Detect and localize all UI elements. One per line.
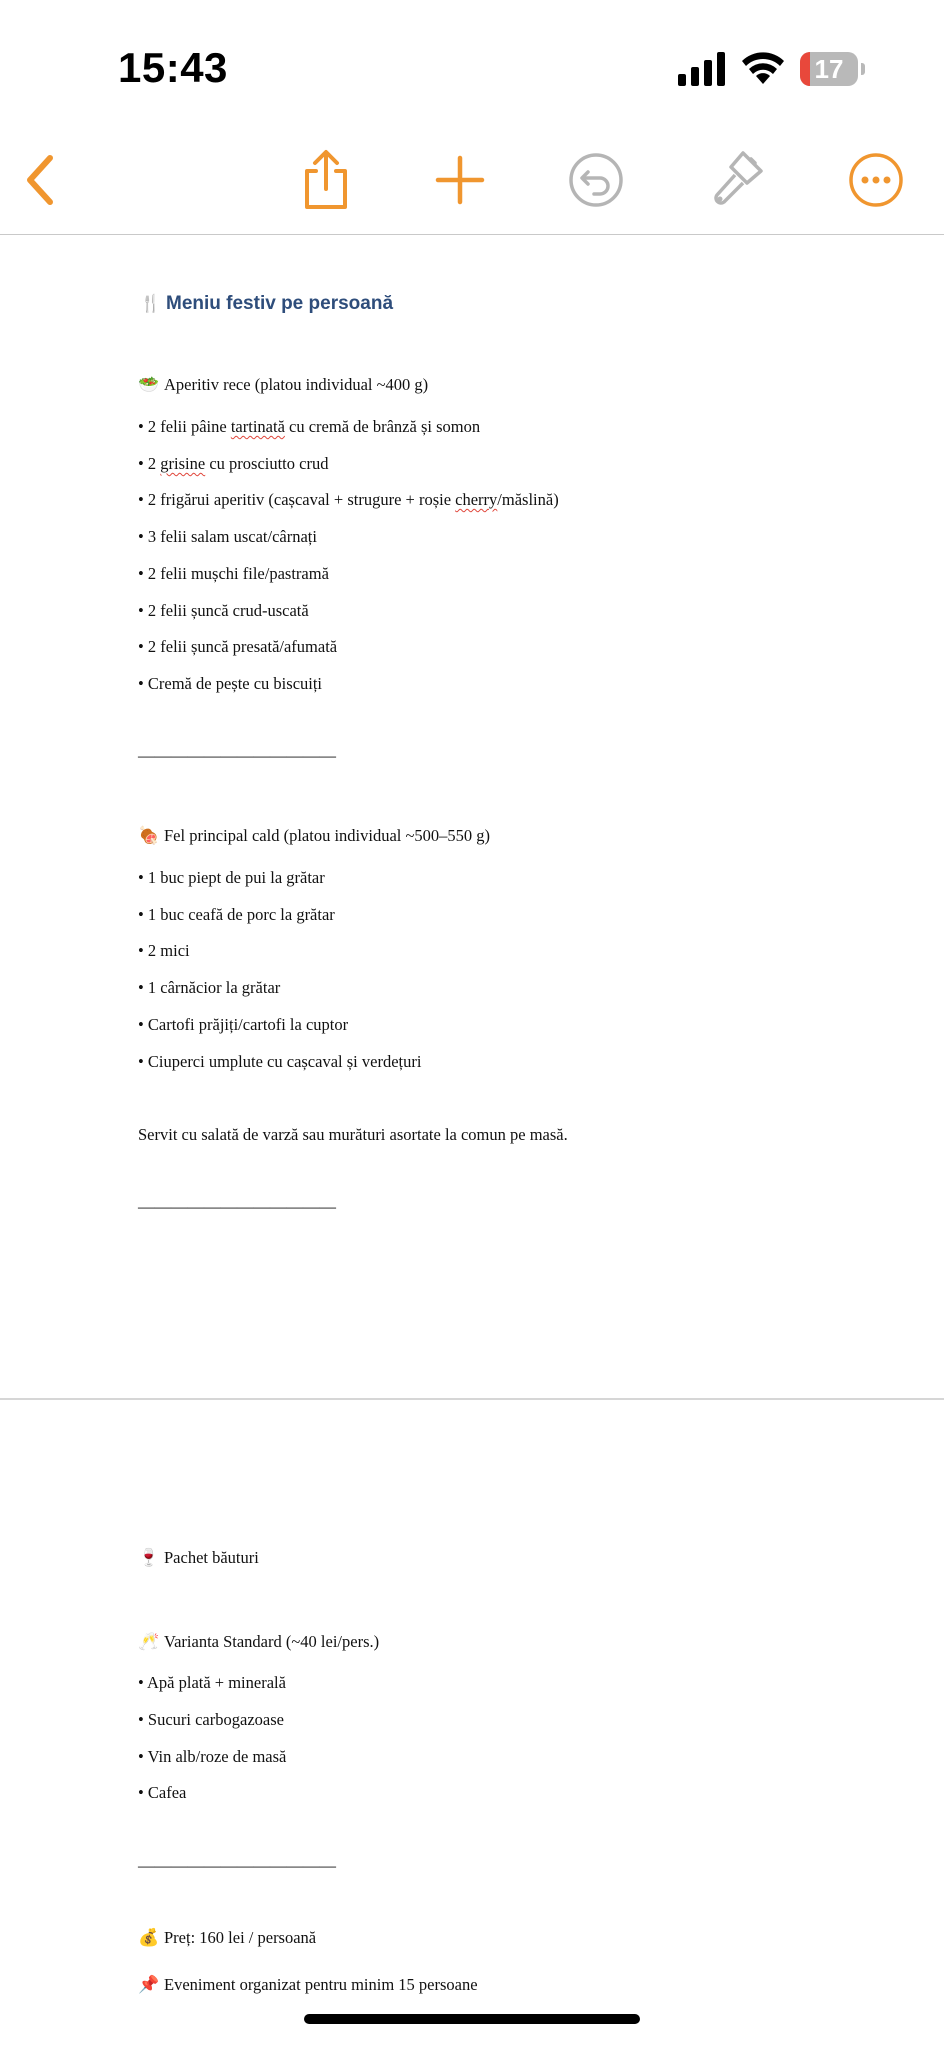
wifi-icon: [740, 50, 786, 86]
back-button[interactable]: [10, 150, 70, 210]
salad-emoji-icon: 🥗: [138, 375, 160, 394]
section-drinks-heading: 🍷 Pachet băuturi: [138, 1548, 259, 1567]
wine-glass-emoji-icon: 🍷: [138, 1548, 160, 1567]
serving-note: Servit cu salată de varză sau murături asortate la comun pe masă.: [138, 1125, 568, 1144]
pushpin-emoji-icon: 📌: [138, 1975, 160, 1994]
status-bar: [0, 0, 944, 130]
undo-button[interactable]: [566, 150, 626, 210]
list-item: • 2 mici: [138, 941, 190, 960]
share-button[interactable]: [296, 150, 356, 210]
more-button[interactable]: [846, 150, 906, 210]
format-button[interactable]: [706, 150, 766, 210]
event-line: 📌 Eveniment organizat pentru minim 15 persoane: [138, 1975, 478, 1994]
list-item: • 2 grisine cu prosciutto crud: [138, 454, 329, 473]
share-icon: [299, 149, 353, 211]
list-item: • Vin alb/roze de masă: [138, 1747, 287, 1766]
separator-line: ————————————: [138, 1197, 336, 1216]
document-page-1: [0, 235, 944, 1398]
money-bag-emoji-icon: 💰: [138, 1928, 160, 1947]
list-item: • 3 felii salam uscat/cârnați: [138, 527, 317, 546]
format-brush-icon: [707, 149, 765, 211]
list-item: • Ciuperci umplute cu cașcaval și verdețuri: [138, 1052, 422, 1071]
list-item: • 1 cârnăcior la grătar: [138, 978, 281, 997]
list-item: • Apă plată + minerală: [138, 1673, 286, 1692]
list-item: • Cremă de pește cu biscuiți: [138, 674, 323, 693]
document-title: 🍴 Meniu festiv pe persoană: [140, 293, 394, 314]
list-item: • 2 felii șuncă presată/afumată: [138, 637, 338, 656]
home-indicator[interactable]: [304, 2014, 640, 2024]
separator-line: ————————————: [138, 1856, 336, 1875]
undo-icon: [568, 152, 624, 208]
list-item: • 2 felii mușchi file/pastramă: [138, 564, 329, 583]
list-item: • 2 felii pâine tartinată cu cremă de brânză și somon: [138, 417, 481, 436]
back-chevron-icon: [20, 152, 60, 208]
document-page-2: [0, 1400, 944, 2000]
fork-knife-emoji-icon: 🍴: [140, 294, 162, 313]
clinking-glasses-emoji-icon: 🥂: [138, 1632, 160, 1651]
list-item: • Cafea: [138, 1783, 187, 1802]
cellular-signal-icon: [678, 52, 726, 86]
add-button[interactable]: [430, 150, 490, 210]
list-item: • 1 buc ceafă de porc la grătar: [138, 905, 335, 924]
list-item: • 2 felii șuncă crud-uscată: [138, 601, 309, 620]
section-main-course-heading: 🍖 Fel principal cald (platou individual ~500–550 g): [138, 826, 491, 845]
list-item: • Cartofi prăjiți/cartofi la cuptor: [138, 1015, 349, 1034]
price-line: 💰 Preț: 160 lei / persoană: [138, 1928, 317, 1947]
drinks-variant-heading: 🥂 Varianta Standard (~40 lei/pers.): [138, 1632, 380, 1651]
more-icon: [848, 152, 904, 208]
list-item: • 2 frigărui aperitiv (cașcaval + strugure + roșie cherry/măslină): [138, 490, 559, 509]
battery-icon: [800, 52, 860, 86]
separator-line: ————————————: [138, 746, 336, 765]
battery-percentage: 17: [814, 54, 844, 84]
list-item: • Sucuri carbogazoase: [138, 1710, 284, 1729]
section-aperitiv-heading: 🥗 Aperitiv rece (platou individual ~400 g): [138, 375, 429, 394]
list-item: • 1 buc piept de pui la grătar: [138, 868, 325, 887]
document-toolbar: [0, 130, 944, 234]
status-time: 15:43: [118, 44, 228, 91]
add-icon: [435, 155, 485, 205]
meat-emoji-icon: 🍖: [138, 826, 160, 845]
